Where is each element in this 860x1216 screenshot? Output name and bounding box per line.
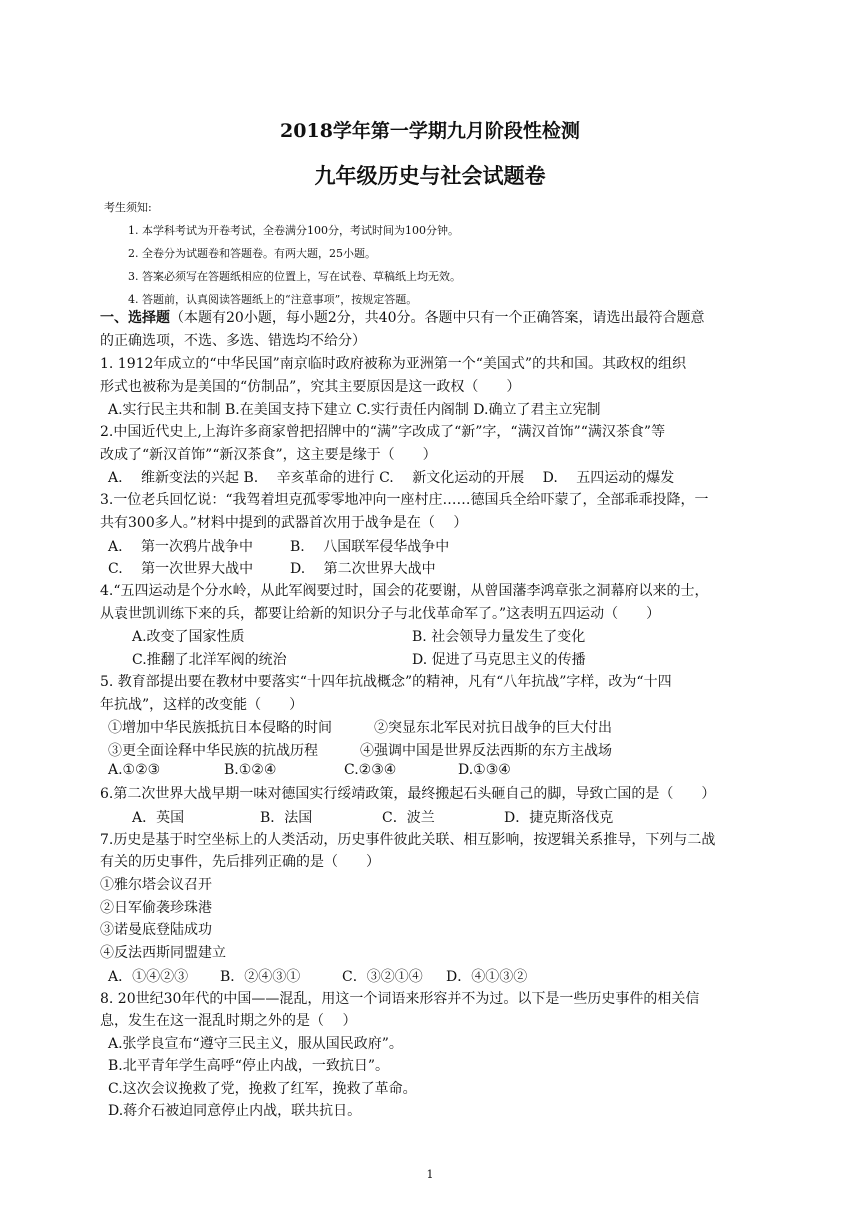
question-7-option-b: B．②④③① bbox=[220, 969, 301, 985]
question-1-stem: 1. 1912年成立的“中华民国”南京临时政府被称为亚洲第一个“美国式”的共和国。其政权的组织 bbox=[100, 356, 687, 372]
question-1-stem-2: 形式也被称为是美国的“仿制品”，究其主要原因是这一政权（ ） bbox=[100, 379, 521, 395]
notice-heading: 考生须知: bbox=[104, 201, 152, 214]
question-8-option-c: C.这次会议挽救了党，挽救了红军，挽救了革命。 bbox=[108, 1081, 417, 1097]
question-5-item-1: ①增加中华民族抵抗日本侵略的时间 bbox=[108, 720, 332, 736]
question-2-stem-2: 改成了“新汉首饰”“新汉茶食”，这主要是缘于（ ） bbox=[100, 447, 437, 463]
question-4-option-b: B. 社会领导力量发生了变化 bbox=[412, 629, 586, 645]
question-4-stem-2: 从袁世凯训练下来的兵，都要让给新的知识分子与北伐革命军了。”这表明五四运动（ ） bbox=[100, 606, 661, 622]
question-5-item-3: ③更全面诠释中华民族的抗战历程 bbox=[108, 743, 318, 759]
question-1-options: A.实行民主共和制 B.在美国支持下建立 C.实行责任内阁制 D.确立了君主立宪制 bbox=[108, 402, 601, 418]
question-4-stem: 4.“五四运动是个分水岭，从此军阀要过时，国会的花要谢，从曾国藩李鸿章张之洞幕府以来的士， bbox=[100, 583, 709, 599]
notice-item: 1. 本学科考试为开卷考试，全卷满分100分，考试时间为100分钟。 bbox=[128, 224, 459, 237]
question-7-item-2: ②日军偷袭珍珠港 bbox=[100, 900, 212, 916]
section-heading: 一、选择题 bbox=[100, 310, 170, 326]
question-8-option-d: D.蒋介石被迫同意停止内战，联共抗日。 bbox=[108, 1103, 362, 1119]
question-3-stem: 3.一位老兵回忆说：“我驾着坦克孤零零地冲向一座村庄……德国兵全给吓蒙了，全部乖乖投降，一 bbox=[100, 492, 709, 508]
question-7-stem-2: 有关的历史事件，先后排列正确的是（ ） bbox=[100, 854, 380, 870]
question-6-option-c: C．波兰 bbox=[382, 810, 435, 826]
question-6-option-a: A．英国 bbox=[132, 810, 185, 826]
notice-item: 3. 答案必须写在答题纸相应的位置上，写在试卷、草稿纸上均无效。 bbox=[128, 270, 461, 283]
question-5-option-a: A.①②③ bbox=[108, 762, 161, 778]
question-4-option-a: A.改变了国家性质 bbox=[132, 629, 245, 645]
question-5-item-2: ②突显东北军民对抗日战争的巨大付出 bbox=[374, 720, 612, 736]
question-4-option-c: C.推翻了北洋军阀的统治 bbox=[132, 652, 287, 668]
question-7-item-3: ③诺曼底登陆成功 bbox=[100, 922, 212, 938]
question-7-stem: 7.历史是基于时空坐标上的人类活动，历史事件彼此关联、相互影响，按逻辑关系推导，下列与二战 bbox=[100, 832, 716, 848]
question-8-option-b: B.北平青年学生高呼“停止内战，一致抗日”。 bbox=[108, 1058, 390, 1074]
exam-title: 2018学年第一学期九月阶段性检测 bbox=[280, 120, 580, 142]
question-7-item-1: ①雅尔塔会议召开 bbox=[100, 877, 212, 893]
question-6-option-b: B．法国 bbox=[260, 810, 313, 826]
page-number: 1 bbox=[426, 1168, 434, 1181]
question-3-option-d: D. 第二次世界大战中 bbox=[290, 561, 436, 577]
question-2-stem: 2.中国近代史上,上海许多商家曾把招牌中的“满”字改成了“新”字，“满汉首饰”“满汉茶食”等 bbox=[100, 424, 666, 440]
question-3-option-b: B. 八国联军侵华战争中 bbox=[290, 539, 450, 555]
question-3-option-c: C. 第一次世界大战中 bbox=[108, 561, 254, 577]
section-intro-line2: 的正确选项，不选、多选、错选均不给分） bbox=[100, 333, 366, 349]
question-5-item-4: ④强调中国是世界反法西斯的东方主战场 bbox=[360, 743, 612, 759]
question-8-stem: 8. 20世纪30年代的中国——混乱，用这一个词语来形容并不为过。以下是一些历史事件的相关信 bbox=[100, 991, 700, 1007]
question-2-options: A. 维新变法的兴起 B. 辛亥革命的进行 C. 新文化运动的开展 D. 五四运动的爆发 bbox=[108, 470, 675, 486]
question-3-option-a: A. 第一次鸦片战争中 bbox=[108, 539, 254, 555]
section-intro-text: （本题有20小题，每小题2分，共40分。各题中只有一个正确答案，请选出最符合题意 bbox=[170, 310, 705, 326]
question-7-item-4: ④反法西斯同盟建立 bbox=[100, 945, 226, 961]
section-intro bbox=[100, 308, 770, 328]
notice-item: 2. 全卷分为试题卷和答题卷。有两大题，25小题。 bbox=[128, 247, 376, 260]
question-7-option-c: C．③②①④ bbox=[342, 969, 423, 985]
question-7-option-a: A．①④②③ bbox=[108, 969, 189, 985]
exam-subtitle: 九年级历史与社会试题卷 bbox=[314, 163, 546, 188]
question-5-stem: 5. 教育部提出要在教材中要落实“十四年抗战概念”的精神，凡有“八年抗战”字样，改为“十四 bbox=[100, 674, 672, 690]
question-6-stem: 6.第二次世界大战早期一味对德国实行绥靖政策，最终搬起石头砸自己的脚，导致亡国的是（ ） bbox=[100, 786, 716, 802]
question-5-option-b: B.①②④ bbox=[224, 762, 277, 778]
question-5-option-d: D.①③④ bbox=[458, 762, 511, 778]
question-8-stem-2: 息，发生在这一混乱时期之外的是（ ） bbox=[100, 1013, 357, 1029]
question-4-option-d: D. 促进了马克思主义的传播 bbox=[412, 652, 586, 668]
question-7-option-d: D．④①③② bbox=[446, 969, 528, 985]
question-5-stem-2: 年抗战”，这样的改变能（ ） bbox=[100, 697, 304, 713]
question-8-option-a: A.张学良宣布“遵守三民主义，服从国民政府”。 bbox=[108, 1036, 403, 1052]
question-5-option-c: C.②③④ bbox=[344, 762, 397, 778]
question-6-option-d: D．捷克斯洛伐克 bbox=[504, 810, 614, 826]
notice-item: 4. 答题前，认真阅读答题纸上的“注意事项”，按规定答题。 bbox=[128, 293, 418, 306]
question-3-stem-2: 共有300多人。”材料中提到的武器首次用于战争是在（ ） bbox=[100, 515, 468, 531]
